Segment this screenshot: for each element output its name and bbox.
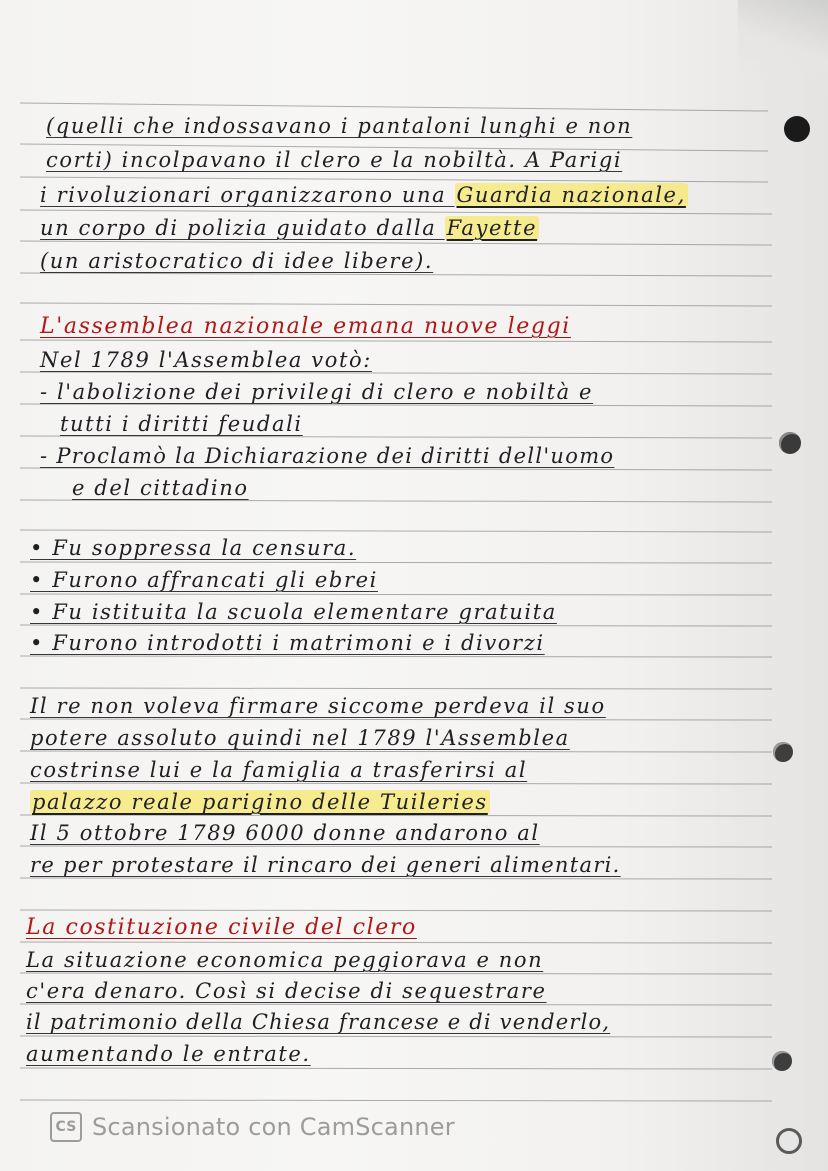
section-heading: La costituzione civile del clero xyxy=(26,915,417,940)
binder-hole-4 xyxy=(772,1051,792,1071)
watermark-text: Scansionato con CamScanner xyxy=(92,1113,455,1141)
camscanner-logo-icon: CS xyxy=(50,1112,82,1142)
text-line: (un aristocratico di idee libere). xyxy=(40,249,434,273)
text-line: Il re non voleva firmare siccome perdeva il suo xyxy=(30,694,606,718)
text-line: costrinse lui e la famiglia a trasferirsi al xyxy=(30,758,528,782)
text-line: - l'abolizione dei privilegi di clero e nobiltà e xyxy=(40,380,594,404)
binder-hole-1 xyxy=(784,116,810,142)
text-line: Nel 1789 l'Assemblea votò: xyxy=(40,348,372,372)
bullet-item: • Furono affrancati gli ebrei xyxy=(30,568,378,592)
text-line: potere assoluto quindi nel 1789 l'Assemblea xyxy=(30,726,570,750)
text-line: (quelli che indossavano i pantaloni lunghi e non xyxy=(46,114,633,138)
text-line: re per protestare il rincaro dei generi alimentari. xyxy=(30,853,621,877)
camscanner-watermark xyxy=(50,1112,455,1142)
text-line xyxy=(30,790,490,814)
bullet-item: • Fu istituita la scuola elementare gratuita xyxy=(30,600,557,624)
text-line: Il 5 ottobre 1789 6000 donne andarono al xyxy=(30,821,540,845)
text-line: tutti i diritti feudali xyxy=(60,412,303,436)
binder-hole-5 xyxy=(776,1128,802,1154)
text-line: il patrimonio della Chiesa francese e di venderlo, xyxy=(26,1010,611,1034)
text-line: aumentando le entrate. xyxy=(26,1042,311,1066)
highlighted-text: Fayette xyxy=(446,216,538,240)
text-line: corti) incolpavano il clero e la nobiltà. A Parigi xyxy=(46,148,623,172)
bullet-item: • Furono introdotti i matrimoni e i divorzi xyxy=(30,631,545,655)
text-line xyxy=(40,183,688,207)
section-heading: L'assemblea nazionale emana nuove leggi xyxy=(40,314,571,339)
highlighted-text: Guardia nazionale, xyxy=(456,183,686,207)
text-plain: un corpo di polizia guidato dalla xyxy=(40,216,445,240)
text-line xyxy=(40,216,539,240)
text-line: La situazione economica peggiorava e non xyxy=(26,948,544,972)
highlighted-text: palazzo reale parigino delle Tuileries xyxy=(32,790,488,814)
text-line: c'era denaro. Così si decise di sequestrare xyxy=(26,979,547,1003)
binder-hole-3 xyxy=(773,742,793,762)
text-plain: i rivoluzionari organizzarono una xyxy=(40,183,455,207)
bullet-item: • Fu soppressa la censura. xyxy=(30,536,357,560)
text-line: - Proclamò la Dichiarazione dei diritti dell'uomo xyxy=(40,444,615,468)
text-line: e del cittadino xyxy=(72,476,249,500)
binder-hole-2 xyxy=(779,432,801,454)
